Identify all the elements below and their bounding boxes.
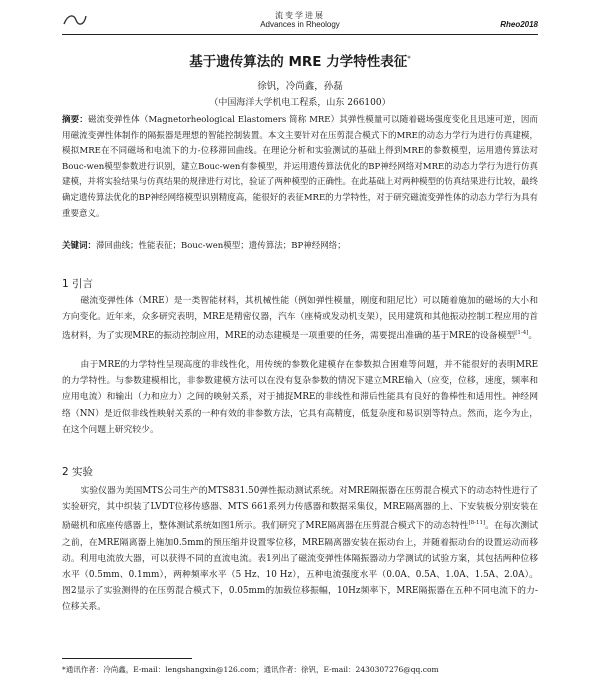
author-list: 徐钒，冷尚鑫，孙磊 <box>257 81 343 92</box>
journal-name-en: Advances in Rheology <box>260 20 340 29</box>
paragraph-text: 由于MRE的力学特性呈现高度的非线性化，用传统的参数化建模存在参数拟合困难等问题，并不能很好的表明MRE的力学特性。与参数建模相比，非参数建模方法可以在没有复杂参数的情况下建立MRE输入（应变，位移，速度，频率和应用电流）和输出（力和应力）之间的映射关系，对于捕捉MRE的非线性和滞后性能具有良好的鲁棒性和适用性。神经网络（NN）是近似非线性映射关系的一种有效的非参数方法，它具有高精度，低复杂度和易识别等特点。然而，迄今为止，在这个问题上研究较少。 <box>62 360 538 435</box>
keywords <box>62 240 538 253</box>
section-heading-intro: 1 引言 <box>62 278 94 290</box>
section-heading-experiment: 2 实验 <box>62 466 94 478</box>
paragraph-tail: 。在每次测试之前，在MRE隔离器上施加0.5mm的预压缩并设置零位移，MRE隔离器安装在振动台上，并随着振动台的设置运动而移动。利用电流放大器，可以获得不同的直流电流。表1列出了磁流变弹性体隔振器动力学测试的试验方案，其包括两种位移水平（0.5mm、0.1mm），两种频率水平（5 Hz、10 Hz），五种电流强度水平（0.0A、0.5A、1.0A、1.5A、2.0A）。图2显示了实验测得的在压剪混合模式下，0.05mm的加载位移振幅，10Hz频率下，MRE隔振器在五种不同电流下的力-位移关系。 <box>62 521 538 613</box>
abstract <box>62 113 538 222</box>
intro-paragraph-2 <box>62 357 538 438</box>
intro-paragraph-1 <box>62 293 538 345</box>
footnote-rule <box>62 658 192 659</box>
author-affiliation: （中国海洋大学机电工程系，山东 266100） <box>209 98 391 108</box>
citation-ref: [8-11] <box>468 520 486 527</box>
footnote: *通讯作者：冷尚鑫，E-mail：lengshangxin@126.com；通讯作者：徐钒，E-mail：2430307276@qq.com <box>62 665 439 674</box>
running-header <box>62 10 538 32</box>
title-footnote-mark: * <box>407 54 411 63</box>
header-rule <box>62 34 538 35</box>
paper-title <box>62 50 538 70</box>
title-text: 基于遗传算法的 MRE 力学特性表征 <box>189 54 408 70</box>
experiment-paragraph-1 <box>62 483 538 616</box>
abstract-label: 摘要： <box>62 115 88 125</box>
keywords-label: 关键词： <box>62 241 97 251</box>
paragraph-text: 实验仪器为美国MTS公司生产的MTS831.50弹性振动测试系统。对MRE隔振器在压剪混合模式下的动态特性进行了实验研究，其中织装了LVDT位移传感器、MTS 661系列力传感器和数据采集仪，MRE隔离器的上、下安装板分别安装在励磁机和底座传感器上，整体测试系统如图1所示。我们研究了MRE隔离器在压剪混合模式下的动态特性 <box>62 486 538 532</box>
abstract-text: 磁流变弹性体（Magnetorheological Elastomers 简称 MRE）其弹性模量可以随着磁场强度变化且迅速可逆，因而用磁流变弹性体制作的隔振器是理想的智能控制装置。本文主要针对在压剪混合模式下的MRE的动态力学行为进行仿真建模，模拟MRE在不同磁场和电流下的力-位移滞回曲线。在理论分析和实验测试的基础上得到MRE的参数模型，运用遗传算法对Bouc-wen模型参数进行识别，建立Bouc-wen有参模型，并运用遗传算法优化的BP神经网络对MRE的动态力学行为进行仿真建模，并将实验结果与仿真结果的规律进行对比，验证了两种模型的正确性。在此基础上对两种模型的仿真结果进行比较，最终确定遗传算法优化的BP神经网络模型识别精度高，能很好的表征MRE的力学特性，对于研究磁流变弹性体的动态力学行为具有重要意义。 <box>62 115 539 219</box>
paragraph-tail: 。 <box>528 331 538 342</box>
citation-ref: [1-4] <box>515 330 529 337</box>
journal-name-cn: 流变学进展 <box>275 11 325 20</box>
journal-issue: Rheo2018 <box>500 20 538 29</box>
paragraph-text: 磁流变弹性体（MRE）是一类智能材料，其机械性能（例如弹性模量，刚度和阻尼比）可以随着施加的磁场的大小和方向变化。近年来，众多研究表明，MRE是精密仪器，汽车（座椅或发动机支架），民用建筑和其他振动控制工程应用的首选材料，为了实现MRE的振动控制应用，MRE的动态建模是一项重要的任务，需要提出准确的基于MRE的设备模型 <box>62 296 538 342</box>
keywords-text: 滞回曲线；性能表征；Bouc-wen模型；遗传算法；BP神经网络； <box>96 241 346 251</box>
